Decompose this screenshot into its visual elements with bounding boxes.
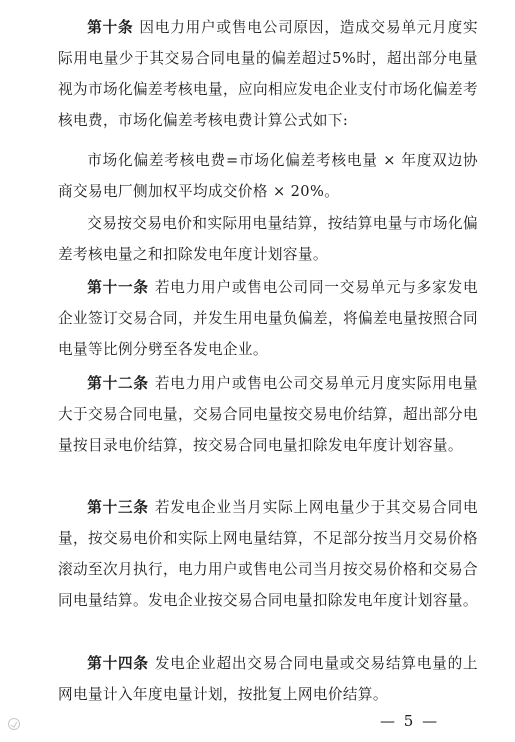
article-10-settlement bbox=[58, 208, 478, 270]
page-number: — 5 — bbox=[380, 712, 440, 730]
article-11 bbox=[58, 272, 478, 365]
article-13-text: 若发电企业当月实际上网电量少于其交易合同电量，按交易电价和实际上网电量结算，不足部分按当月交易价格滚动至次月执行，电力用户或售电公司当月按交易价格和交易合同电量结算。发电企业按交易合同电量扣除发电年度计划容量。 bbox=[58, 499, 478, 609]
article-10 bbox=[58, 12, 478, 136]
article-10-text: 因电力用户或售电公司原因，造成交易单元月度实际用电量少于其交易合同电量的偏差超过5%时，超出部分电量视为市场化偏差考核电量，应向相应发电企业支付市场化偏差考核电费，市场化偏差考核电费计算公式如下: bbox=[58, 19, 478, 129]
article-14-text: 发电企业超出交易合同电量或交易结算电量的上网电量计入年度电量计划，按批复上网电价结算。 bbox=[58, 655, 478, 703]
article-10-formula bbox=[58, 145, 478, 207]
watermark-icon bbox=[8, 718, 20, 730]
article-10-settlement-text: 交易按交易电价和实际用电量结算，按结算电量与市场化偏差考核电量之和扣除发电年度计划容量。 bbox=[58, 215, 478, 263]
article-14-heading: 第十四条 bbox=[87, 655, 149, 672]
article-12-text: 若电力用户或售电公司交易单元月度实际用电量大于交易合同电量，交易合同电量按交易电价结算，超出部分电量按目录电价结算，按交易合同电量扣除发电年度计划容量。 bbox=[58, 375, 478, 454]
article-12 bbox=[58, 368, 478, 461]
article-10-heading: 第十条 bbox=[87, 19, 134, 36]
article-14 bbox=[58, 648, 478, 710]
article-10-formula-text: 市场化偏差考核电费=市场化偏差考核电量 × 年度双边协商交易电厂侧加权平均成交价格 × 20%。 bbox=[58, 152, 478, 200]
article-13 bbox=[58, 492, 478, 616]
article-13-heading: 第十三条 bbox=[87, 499, 149, 516]
article-11-text: 若电力用户或售电公司同一交易单元与多家发电企业签订交易合同，并发生用电量负偏差，将偏差电量按照合同电量等比例分劈至各发电企业。 bbox=[58, 279, 478, 358]
watermark bbox=[8, 718, 20, 730]
article-11-heading: 第十一条 bbox=[87, 279, 149, 296]
article-12-heading: 第十二条 bbox=[87, 375, 149, 392]
